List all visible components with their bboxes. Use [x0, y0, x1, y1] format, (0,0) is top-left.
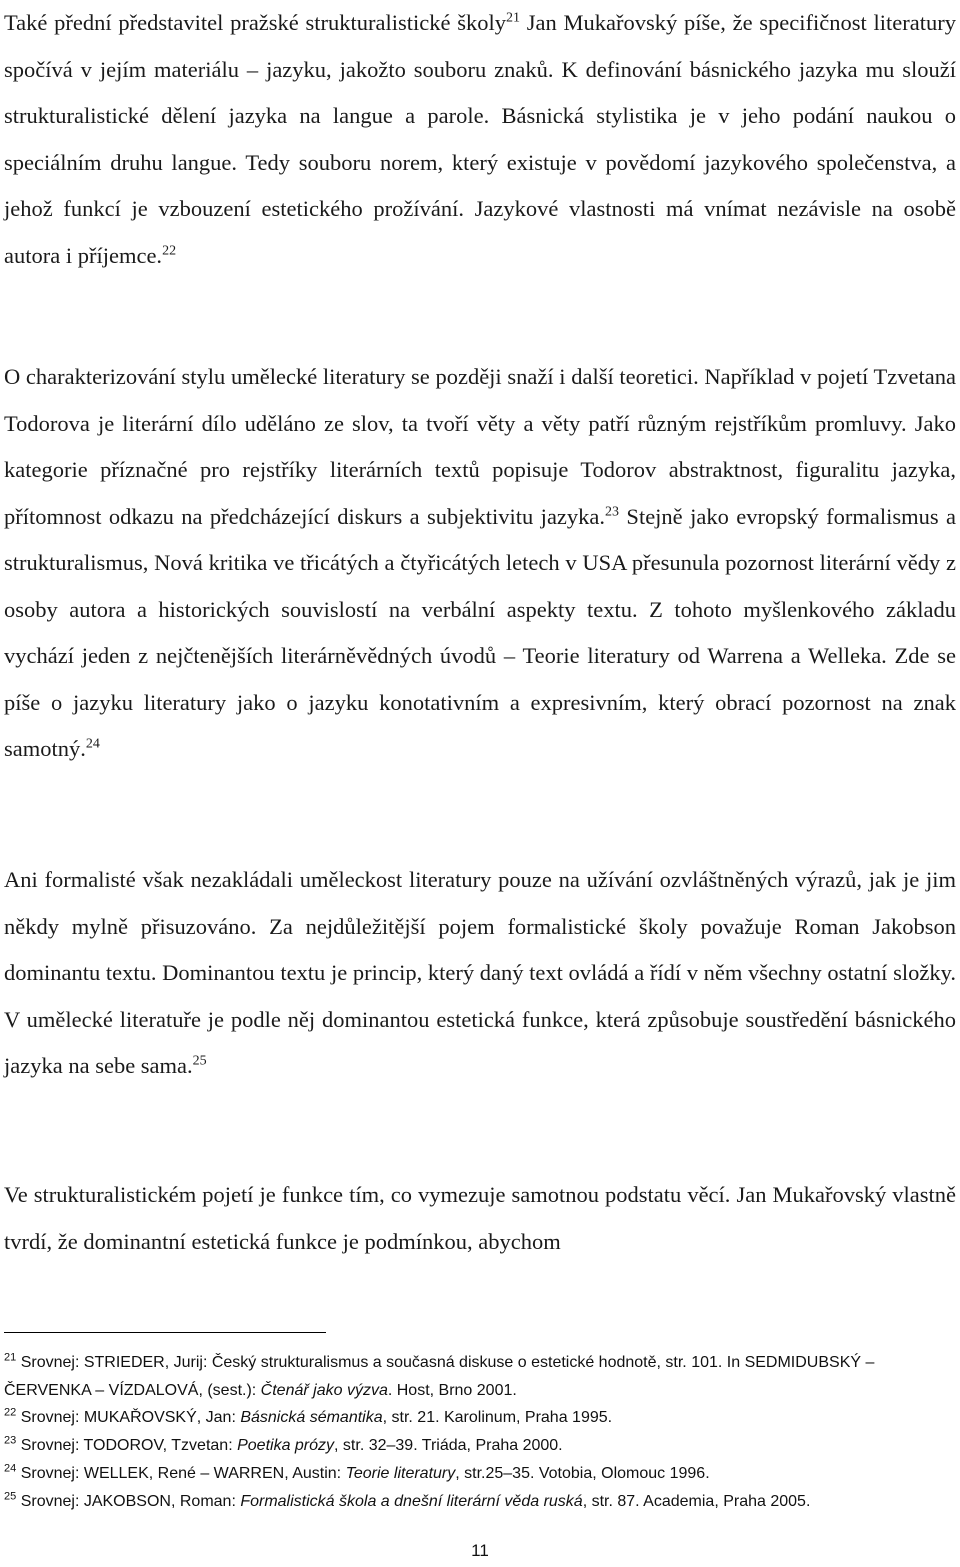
text-run: Srovnej: WELLEK, René – WARREN, Austin:	[16, 1464, 346, 1482]
footnote-separator	[4, 1332, 326, 1333]
text-run: Srovnej: TODOROV, Tzvetan:	[16, 1437, 238, 1455]
book-title: Teorie literatury	[345, 1464, 456, 1482]
book-title: Poetika prózy	[237, 1437, 335, 1455]
footnote-reference: 25	[192, 1053, 207, 1069]
book-title: Čtenář jako výzva	[260, 1381, 388, 1399]
text-run: , str. 21. Karolinum, Praha 1995.	[382, 1409, 613, 1427]
text-run: , str.25–35. Votobia, Olomouc 1996.	[455, 1464, 710, 1482]
footnote-22	[4, 1404, 956, 1432]
text-run: . Host, Brno 2001.	[387, 1381, 517, 1399]
footnote-number: 24	[4, 1462, 17, 1475]
paragraph	[4, 857, 956, 1090]
paragraph-2	[4, 354, 956, 773]
footnotes	[4, 1349, 956, 1515]
book-title: Formalistická škola a dnešní literární věda ruská	[240, 1492, 583, 1510]
footnote-reference: 22	[162, 243, 177, 258]
text-run: Ve strukturalistickém pojetí je funkce tím, co vymezuje samotnou podstatu věcí. Jan Mukařovský vlastně tvrdí, že dominantní estetická funkce je podmínkou, abychom	[4, 1182, 956, 1254]
footnote-number: 23	[4, 1434, 17, 1447]
text-run: , str. 87. Academia, Praha 2005.	[582, 1492, 811, 1510]
text-run: Stejně jako evropský formalismus a strukturalismus, Nová kritika ve třicátých a čtyřicátých letech v USA přesunula pozornost literární vědy z osoby autora a historických souvislostí na verbální aspekty textu. Z tohoto myšlenkového základu vychází jeden z nejčtenějších literárněvědných úvodů – Teorie literatury od Warrena a Welleka. Zde se píše o jazyku literatury jako o jazyku konotativním a expresivním, který obrací pozornost na znak samotný.	[4, 503, 956, 761]
paragraph	[4, 0, 956, 279]
footnote-23	[4, 1432, 956, 1460]
paragraph-3	[4, 857, 956, 1090]
text-run: Srovnej: JAKOBSON, Roman:	[16, 1492, 241, 1510]
footnote-reference: 23	[605, 504, 620, 519]
text-run: Ani formalisté však nezakládali uměleckost literatury pouze na užívání ozvláštněných výrazů, jak je jim někdy mylně přisuzováno. Za nejdůležitější pojem formalistické školy považuje Roman Jakobson dominantu textu. Dominantou textu je princip, který daný text ovládá a řídí v něm všechny ostatní složky. V umělecké literatuře je podle něj dominantou estetická funkce, která způsobuje soustředění básnického jazyka na sebe sama.	[4, 867, 956, 1078]
footnote-number: 22	[4, 1407, 17, 1420]
text-run: O charakterizování stylu umělecké literatury se později snaží i další teoretici. Například v pojetí Tzvetana Todorova je literární dílo uděláno ze slov, ta tvoří věty a věty patří různým rejstříkům promluvy. Jako kategorie příznačné pro rejstříky literárních textů popisuje Todorov abstraktnost, figuralitu jazyka, přítomnost odkazu na předcházející diskurs a subjektivitu jazyka.	[4, 364, 956, 529]
text-run: Srovnej: MUKAŘOVSKÝ, Jan:	[16, 1409, 241, 1427]
footnote-25	[4, 1488, 956, 1516]
paragraph-4	[4, 1172, 956, 1265]
footnote-reference: 24	[85, 736, 100, 752]
footnote-reference: 21	[506, 10, 520, 26]
footnote-number: 21	[4, 1351, 17, 1364]
page-number: 11	[471, 1541, 489, 1560]
book-title: Básnická sémantika	[240, 1409, 383, 1427]
text-run: Také přední představitel pražské strukturalistické školy	[4, 10, 506, 35]
paragraph-1	[4, 0, 956, 279]
footnote-number: 25	[4, 1490, 17, 1503]
text-run: Jan Mukařovský píše, že specifičnost literatury spočívá v jejím materiálu – jazyku, jakožto souboru znaků. K definování básnického jazyka mu slouží strukturalistické dělení jazyka na langue a parole. Básnická stylistika je v jeho podání naukou o speciálním druhu langue. Tedy souboru norem, který existuje v povědomí jazykového společenstva, a jehož funkcí je vzbouzení estetického prožívání. Jazykové vlastnosti má vnímat nezávisle na osobě autora i příjemce.	[4, 10, 956, 268]
text-run: Srovnej: STRIEDER, Jurij: Český strukturalismus a současná diskuse o estetické hodnotě, str. 101. In SEDMIDUBSKÝ – ČERVENKA – VÍZDALOVÁ, (sest.):	[4, 1354, 875, 1399]
text-run: , str. 32–39. Triáda, Praha 2000.	[334, 1437, 563, 1455]
paragraph	[4, 1172, 956, 1265]
footnote-21	[4, 1349, 956, 1404]
footnote-24	[4, 1460, 956, 1488]
paragraph	[4, 354, 956, 773]
